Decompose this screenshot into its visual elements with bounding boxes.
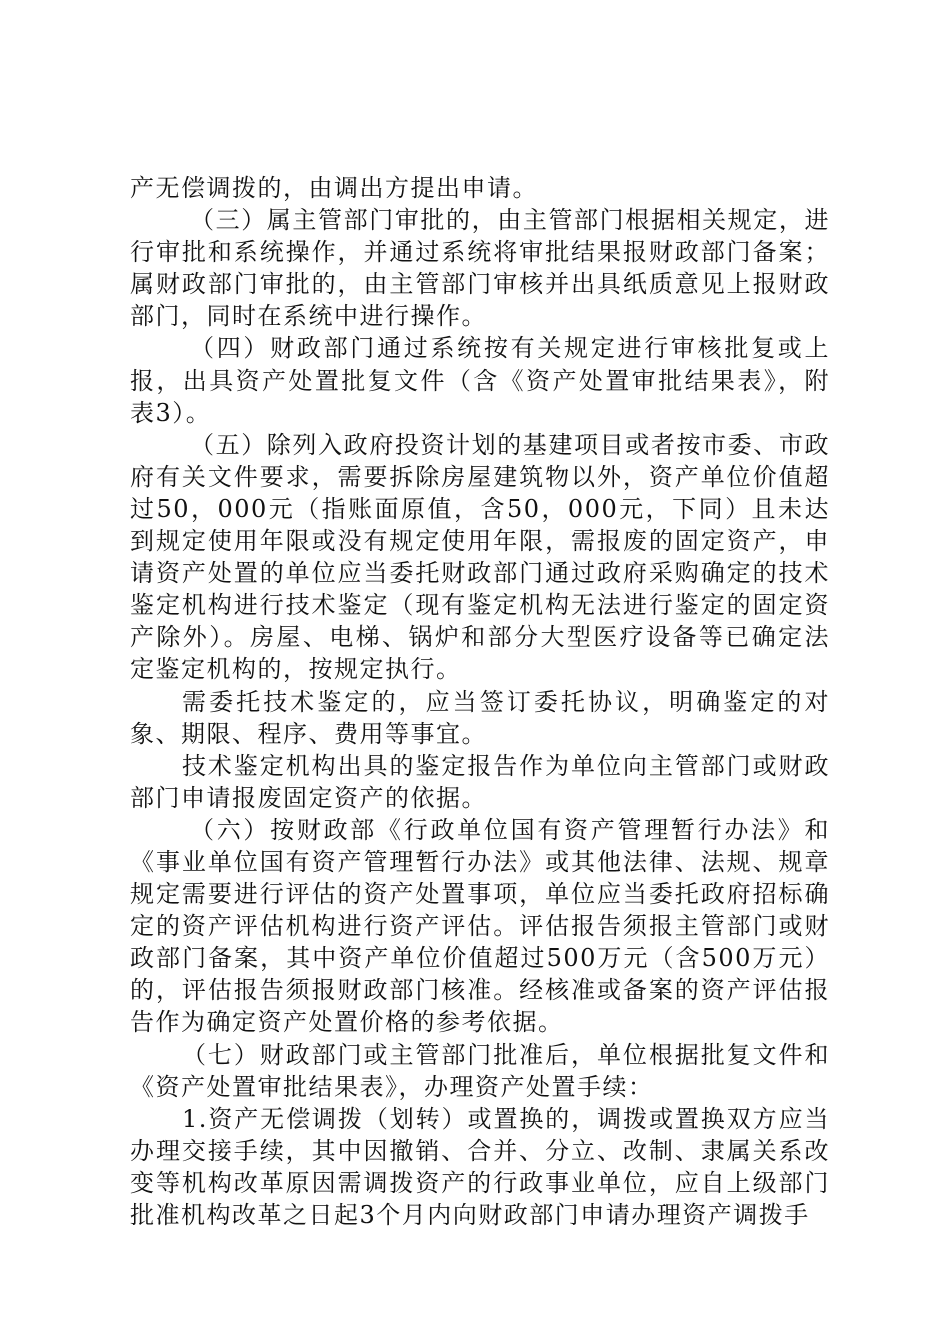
paragraph-item-3: （三）属主管部门审批的，由主管部门根据相关规定，进行审批和系统操作，并通过系统将审批结果报财政部门备案；属财政部门审批的，由主管部门审核并出具纸质意见上报财政部门，同时在系统中进行操作。 — [130, 206, 830, 331]
paragraph-item-6: （六）按财政部《行政单位国有资产管理暂行办法》和《事业单位国有资产管理暂行办法》或其他法律、法规、规章规定需要进行评估的资产处置事项，单位应当委托政府招标确定的资产评估机构进行资产评估。评估报告须报主管部门或财政部门备案，其中资产单位价值超过500万元（含500万元）的，评估报告须报财政部门核准。经核准或备案的资产评估报告作为确定资产处置价格的参考依据。 — [130, 815, 830, 1037]
paragraph-item-4: （四）财政部门通过系统按有关规定进行审核批复或上报，出具资产处置批复文件（含《资产处置审批结果表》，附表3）。 — [130, 334, 830, 427]
paragraph-appraisal-report: 技术鉴定机构出具的鉴定报告作为单位向主管部门或财政部门申请报废固定资产的依据。 — [130, 751, 830, 812]
document-page — [130, 172, 830, 1231]
paragraph-item-7: （七）财政部门或主管部门批准后，单位根据批复文件和《资产处置审批结果表》，办理资产处置手续： — [130, 1040, 830, 1101]
paragraph-subitem-1: 1.资产无偿调拨（划转）或置换的，调拨或置换双方应当办理交接手续，其中因撤销、合并、分立、改制、隶属关系改变等机构改革原因需调拨资产的行政事业单位，应自上级部门批准机构改革之日起3个月内向财政部门申请办理资产调拨手 — [130, 1104, 830, 1229]
paragraph-item-5: （五）除列入政府投资计划的基建项目或者按市委、市政府有关文件要求，需要拆除房屋建筑物以外，资产单位价值超过50，000元（指账面原值，含50，000元，下同）且未达到规定使用年限或没有规定使用年限，需报废的固定资产，申请资产处置的单位应当委托财政部门通过政府采购确定的技术鉴定机构进行技术鉴定（现有鉴定机构无法进行鉴定的固定资产除外）。房屋、电梯、锅炉和部分大型医疗设备等已确定法定鉴定机构的，按规定执行。 — [130, 430, 830, 684]
paragraph-appraisal-agreement: 需委托技术鉴定的，应当签订委托协议，明确鉴定的对象、期限、程序、费用等事宜。 — [130, 687, 830, 748]
paragraph-continuation: 产无偿调拨的，由调出方提出申请。 — [130, 174, 538, 202]
